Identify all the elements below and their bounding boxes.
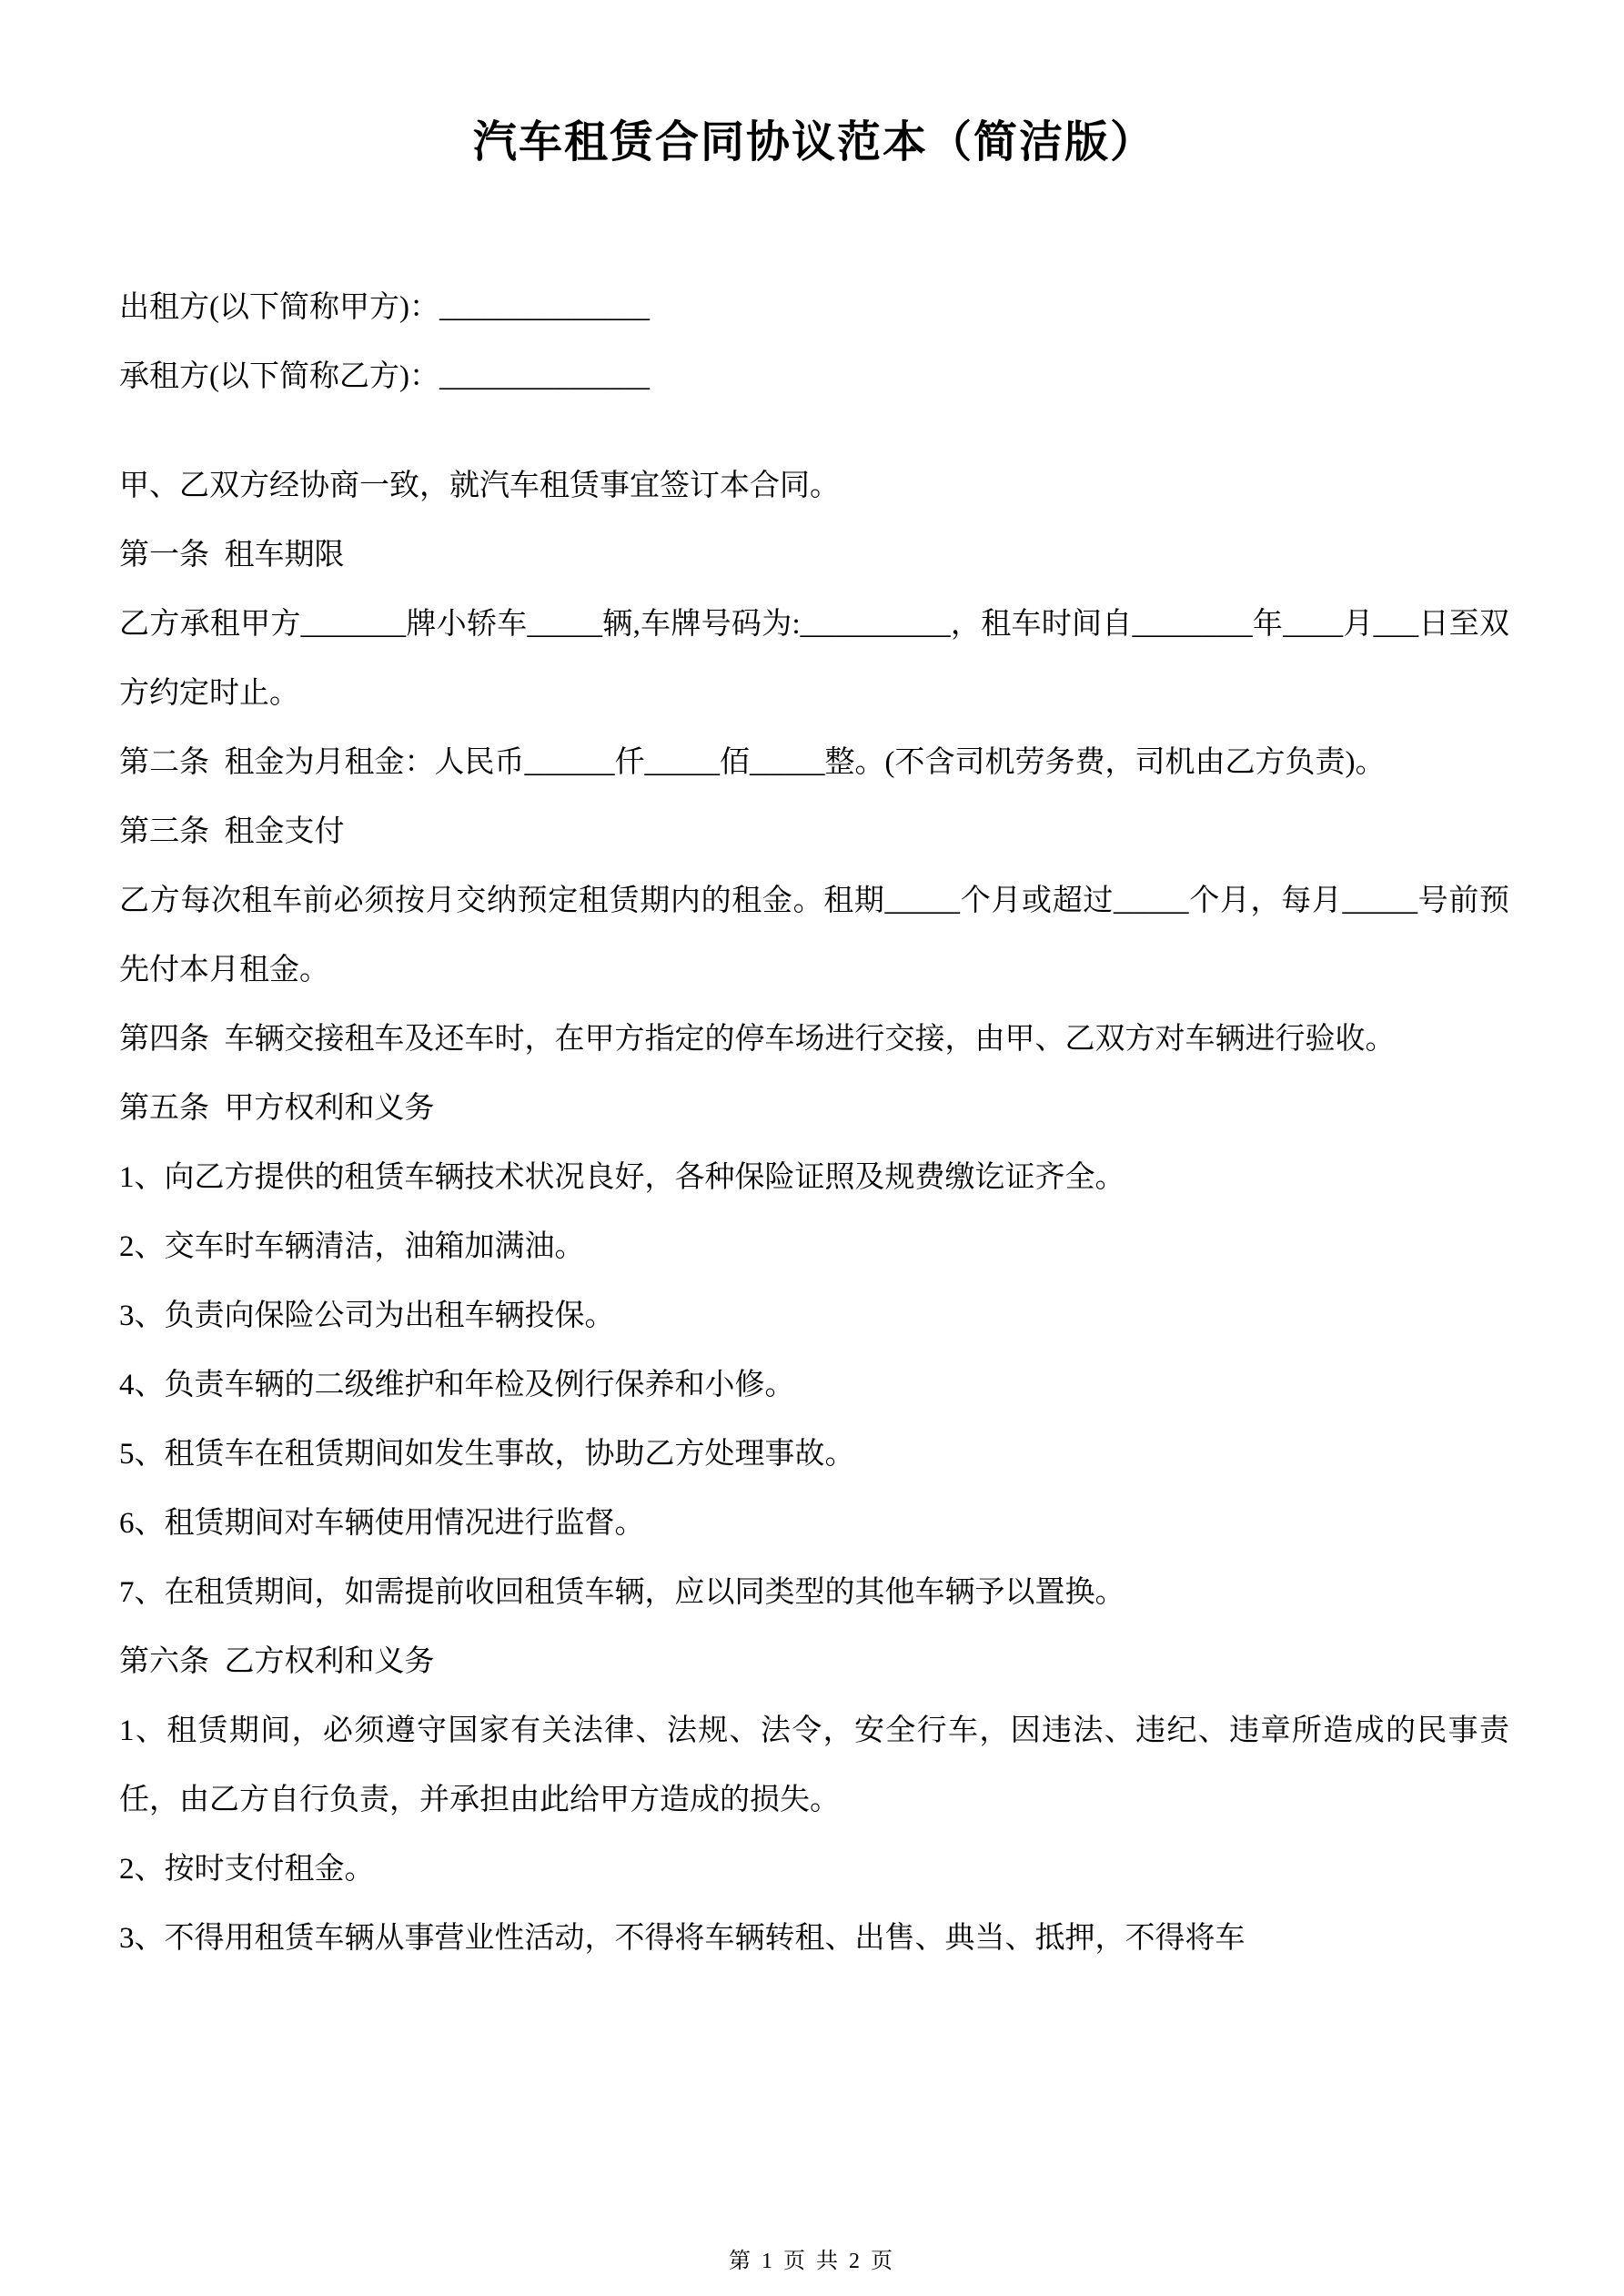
party-line-lessor: 出租方(以下简称甲方)：______________ (119, 291, 650, 325)
paragraph-clause5-item6: 6、租赁期间对车辆使用情况进行监督。 (119, 1507, 645, 1541)
paragraph-clause5-item4: 4、负责车辆的二级维护和年检及例行保养和小修。 (119, 1369, 795, 1402)
paragraph-clause5-heading: 第五条 甲方权利和义务 (119, 1092, 435, 1126)
paragraph-clause5-item5: 5、租赁车在租赁期间如发生事故，协助乙方处理事故。 (119, 1438, 855, 1472)
paragraph-clause6-item3: 3、不得用租赁车辆从事营业性活动，不得将车辆转租、出售、典当、抵押，不得将车 (119, 1922, 1246, 1956)
paragraph-clause1-heading: 第一条 租车期限 (119, 539, 345, 572)
paragraph-clause6-item1: 1、租赁期间，必须遵守国家有关法律、法规、法令，安全行车，因违法、违纪、违章所造成的民事责任，由乙方自行负责，并承担由此给甲方造成的损失。 (119, 1714, 1509, 1817)
paragraph-clause5-item7: 7、在租赁期间，如需提前收回租赁车辆，应以同类型的其他车辆予以置换。 (119, 1576, 1125, 1610)
paragraph-clause5-item3: 3、负责向保险公司为出租车辆投保。 (119, 1300, 615, 1333)
paragraph-clause6-item2: 2、按时支付租金。 (119, 1853, 375, 1886)
paragraph-clause6-heading: 第六条 乙方权利和义务 (119, 1645, 435, 1679)
document-title: 汽车租赁合同协议范本（简洁版） (472, 118, 1155, 167)
paragraph-clause4: 第四条 车辆交接租车及还车时，在甲方指定的停车场进行交接，由甲、乙双方对车辆进行验收。 (119, 1023, 1396, 1057)
paragraph-clause5-item2: 2、交车时车辆清洁，油箱加满油。 (119, 1230, 585, 1264)
paragraph-clause5-item1: 1、向乙方提供的租赁车辆技术状况良好，各种保险证照及规费缴讫证齐全。 (119, 1161, 1125, 1195)
paragraph-intro: 甲、乙双方经协商一致，就汽车租赁事宜签订本合同。 (119, 470, 840, 503)
paragraph-clause1-text: 乙方承租甲方_______牌小轿车_____辆,车牌号码为:__________，租车时间自________年____月___日至双方约定时止。 (119, 608, 1509, 711)
party-line-lessee: 承租方(以下简称乙方)：______________ (119, 360, 650, 394)
page-number-footer: 第 1 页 共 2 页 (729, 2250, 895, 2273)
party-section (119, 273, 1509, 411)
contract-body (119, 451, 1509, 1973)
document-content (119, 0, 1509, 1973)
paragraph-clause3-text: 乙方每次租车前必须按月交纳预定租赁期内的租金。租期_____个月或超过_____个月，每月_____号前预先付本月租金。 (119, 885, 1509, 987)
paragraph-clause3-heading: 第三条 租金支付 (119, 815, 345, 849)
paragraph-clause2: 第二条 租金为月租金：人民币______仟_____佰_____整。(不含司机劳务费，司机由乙方负责)。 (119, 746, 1386, 780)
